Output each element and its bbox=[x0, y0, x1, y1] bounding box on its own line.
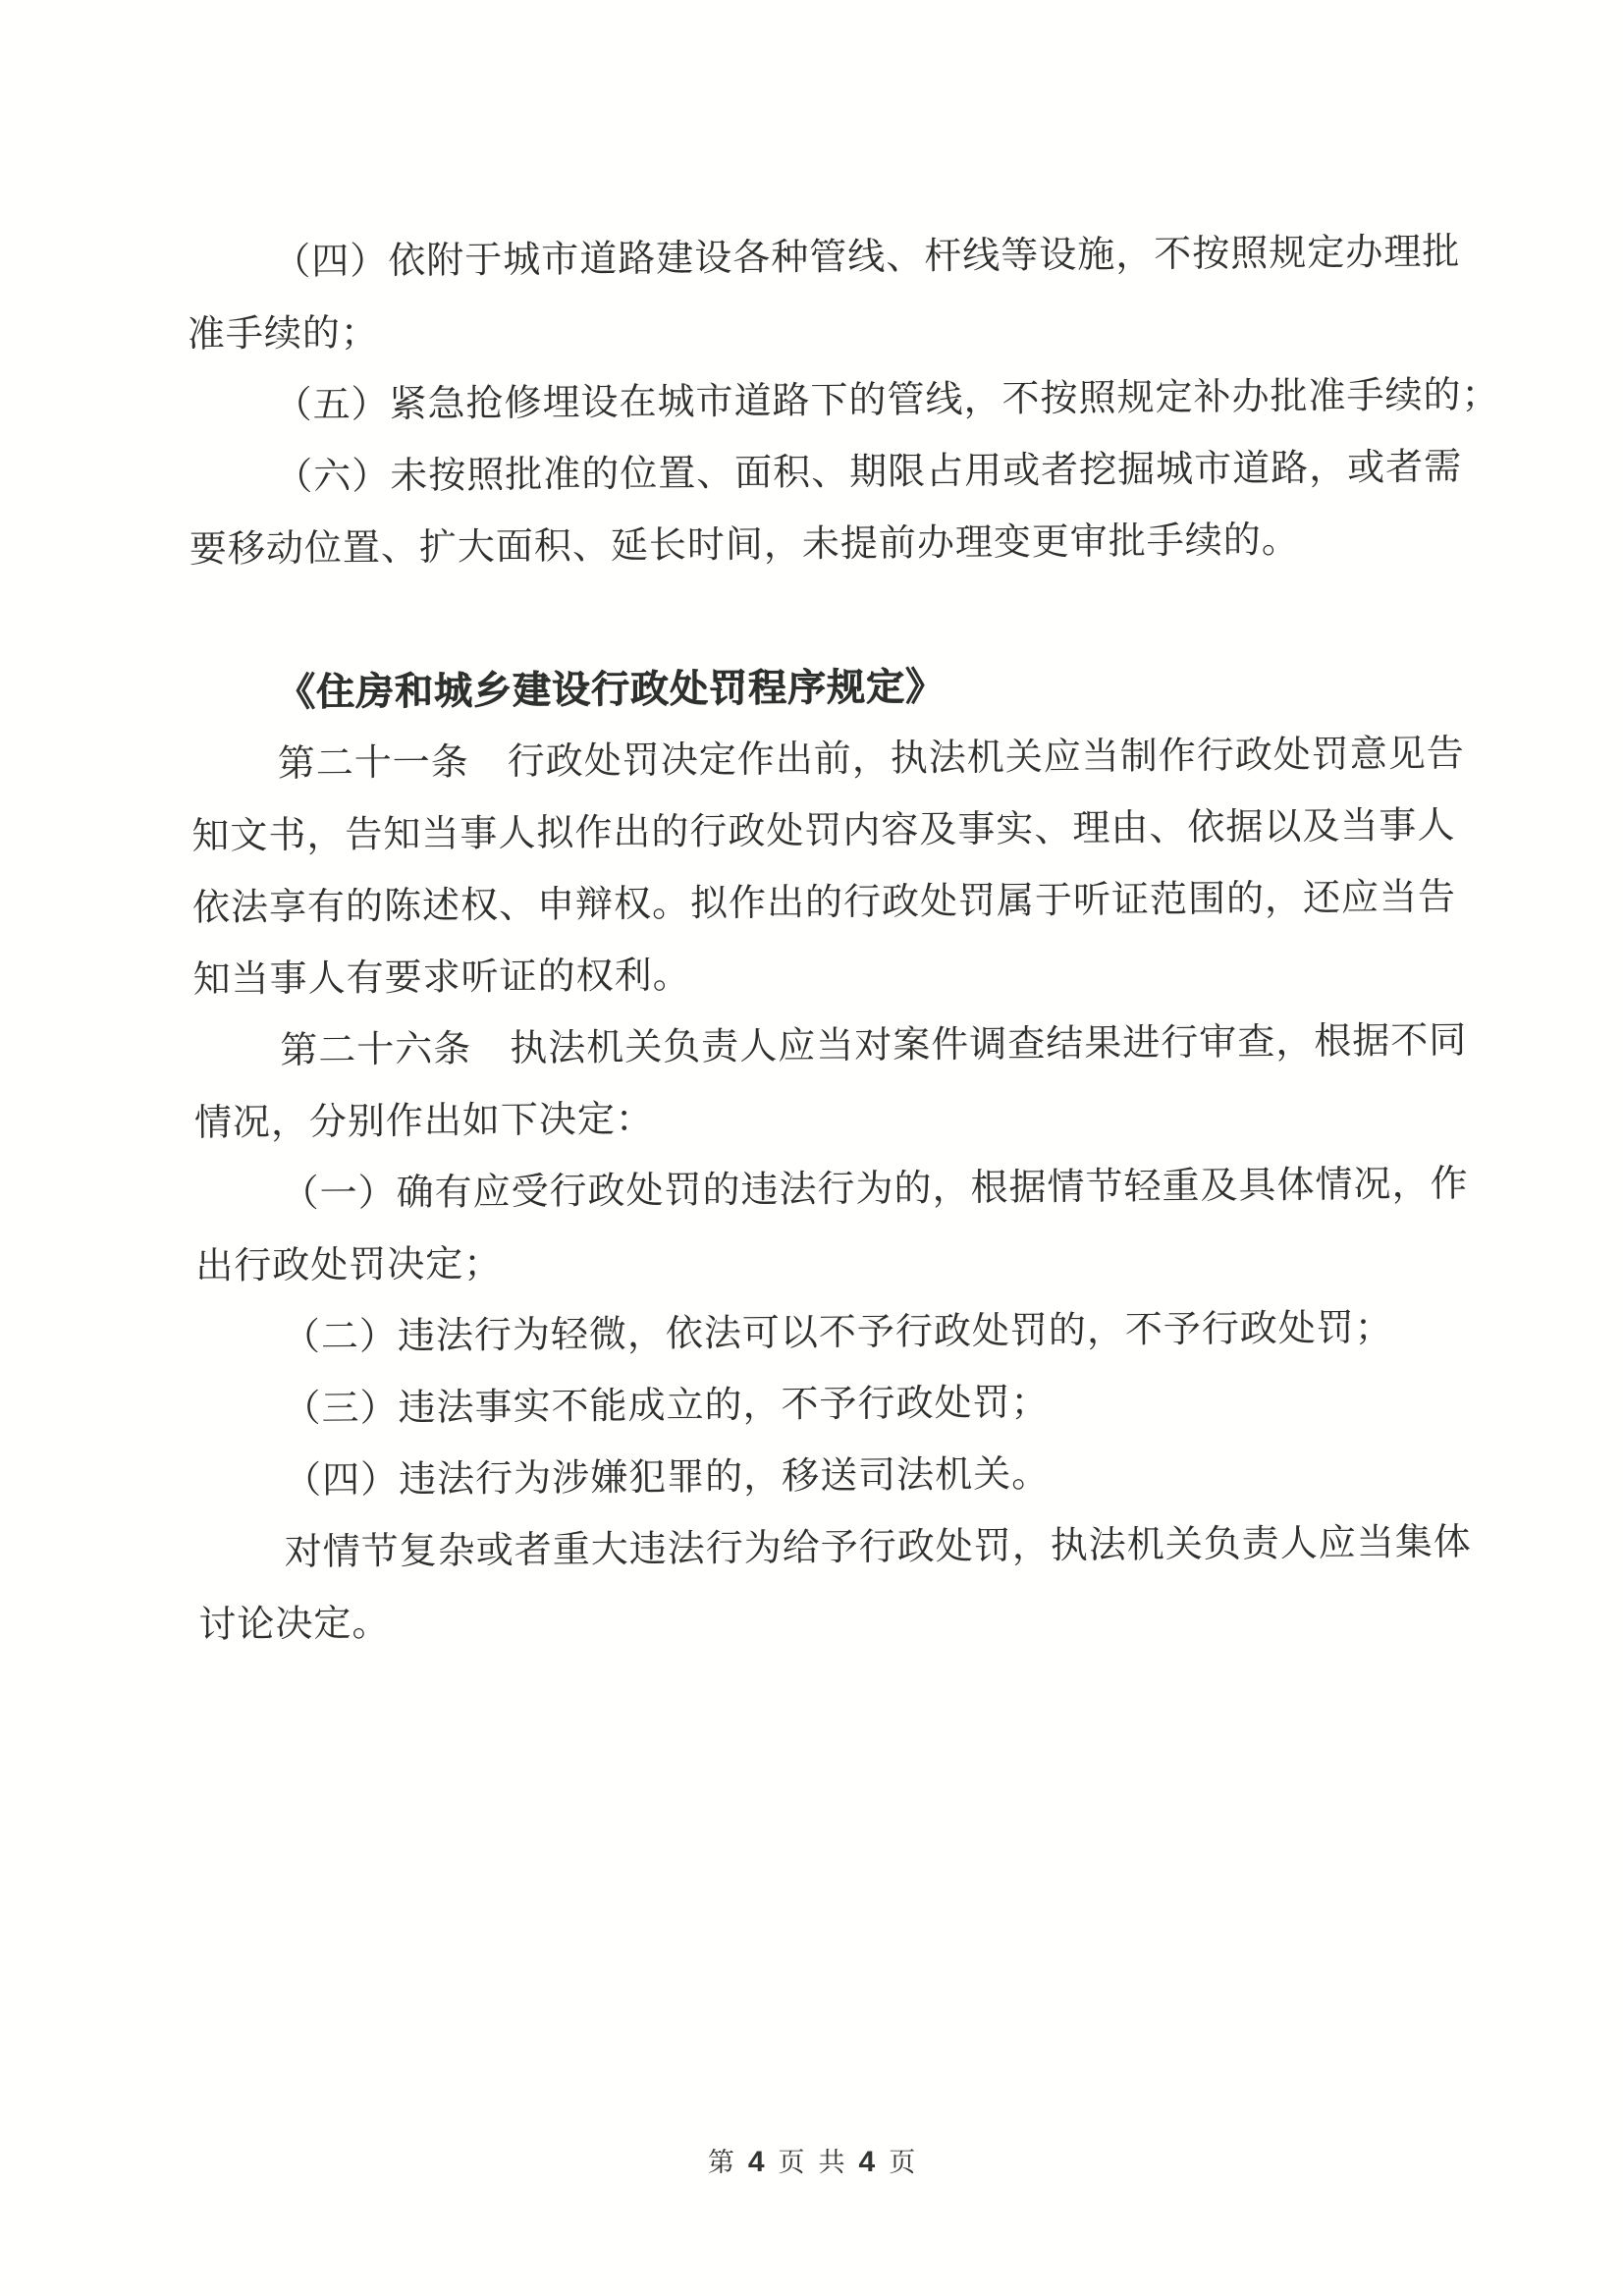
clause-item-6 bbox=[189, 432, 1476, 586]
decision-item-2 bbox=[196, 1292, 1484, 1375]
text-line: 对情节复杂或者重大违法行为给予行政处罚，执法机关负责人应当集体 bbox=[284, 1521, 1472, 1574]
text-line: （四）违法行为涉嫌犯罪的，移送司法机关。 bbox=[283, 1453, 1051, 1503]
section-gap bbox=[189, 575, 1477, 658]
text-line: （五）紧急抢修埋设在城市道路下的管线，不按照规定补办批准手续的； bbox=[274, 374, 1500, 427]
text-line: （三）违法事实不能成立的，不予行政处罚； bbox=[283, 1382, 1050, 1431]
text-line: 依法享有的陈述权、申辩权。拟作出的行政处罚属于听证范围的，还应当告 bbox=[191, 876, 1457, 929]
text-line: （二）违法行为轻微，依法可以不予行政处罚的，不予行政处罚； bbox=[282, 1307, 1394, 1359]
text-line: 讨论决定。 bbox=[198, 1603, 391, 1646]
page-number-footer bbox=[0, 2141, 1623, 2179]
text-line: （四）依附于城市道路建设各种管线、杆线等设施，不按照规定办理批 bbox=[273, 231, 1461, 284]
decision-item-3 bbox=[196, 1364, 1484, 1447]
text-line: 第二十一条 行政处罚决定作出前，执法机关应当制作行政处罚意见告 bbox=[277, 733, 1465, 786]
text-line: （一）确有应受行政处罚的违法行为的，根据情节轻重及具体情况，作 bbox=[281, 1163, 1469, 1216]
page-number-label: 共 bbox=[818, 2148, 845, 2177]
clause-item-4 bbox=[187, 217, 1474, 371]
article-21 bbox=[190, 719, 1479, 1016]
text-line: 要移动位置、扩大面积、延长时间，未提前办理变更审批手续的。 bbox=[189, 519, 1301, 571]
text-line: 知当事人有要求听证的权利。 bbox=[192, 955, 691, 1001]
page-number-value: 4 bbox=[858, 2146, 876, 2178]
text-line: 知文书，告知当事人拟作出的行政处罚内容及事实、理由、依据以及当事人 bbox=[191, 804, 1456, 857]
article-26 bbox=[193, 1006, 1481, 1160]
decision-item-4 bbox=[197, 1436, 1485, 1518]
text-line: 出行政处罚决定； bbox=[195, 1243, 503, 1287]
text-line: 情况，分别作出如下决定： bbox=[193, 1098, 655, 1144]
page-number-label: 第 bbox=[707, 2148, 734, 2177]
page-number-label: 页 bbox=[778, 2148, 805, 2177]
text-line: （六）未按照批准的位置、面积、期限占用或者挖掘城市道路，或者需 bbox=[275, 446, 1463, 499]
decision-item-1 bbox=[194, 1149, 1482, 1303]
regulation-title bbox=[190, 647, 1478, 730]
collective-discussion-paragraph bbox=[197, 1507, 1485, 1662]
page-number-value: 4 bbox=[747, 2146, 765, 2178]
text-line: 准手续的； bbox=[187, 312, 380, 355]
text-line: 第二十六条 执法机关负责人应当对案件调查结果进行审查，根据不同 bbox=[280, 1019, 1468, 1072]
clause-item-5 bbox=[188, 360, 1500, 443]
page-number-label: 页 bbox=[889, 2148, 916, 2177]
document-text-block bbox=[187, 217, 1500, 1662]
heading-text-line: 《住房和城乡建设行政处罚程序规定》 bbox=[276, 666, 946, 715]
